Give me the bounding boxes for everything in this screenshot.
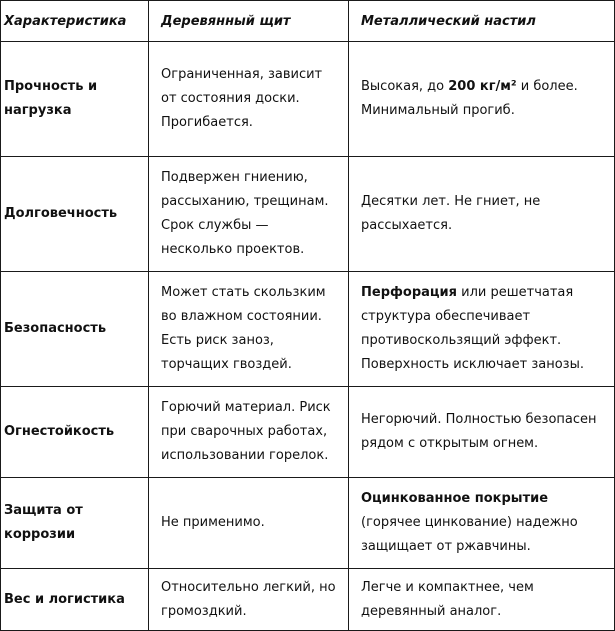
metal-cell xyxy=(349,387,615,478)
metal-cell xyxy=(349,157,615,272)
header-wooden-board: Деревянный щит xyxy=(149,1,349,42)
row-label: Огнестойкость xyxy=(1,387,149,478)
metal-text-bold: 200 кг/м² xyxy=(448,79,517,94)
wood-cell: Горючий материал. Риск при сварочных работах, использовании горелок. xyxy=(149,387,349,478)
header-characteristic: Характеристика xyxy=(1,1,149,42)
table-row xyxy=(1,387,615,478)
table-row xyxy=(1,157,615,272)
row-label: Вес и логистика xyxy=(1,569,149,631)
metal-text-bold: Перфорация xyxy=(361,285,458,300)
row-label: Безопасность xyxy=(1,272,149,387)
row-label: Защита от коррозии xyxy=(1,478,149,569)
header-metal-deck: Металлический настил xyxy=(349,1,615,42)
table-row xyxy=(1,569,615,631)
metal-text-post: Легче и компактнее, чем деревянный аналог. xyxy=(361,579,534,619)
metal-text-post: Негорючий. Полностью безопасен рядом с открытым огнем. xyxy=(361,412,597,451)
wood-cell: Ограниченная, зависит от состояния доски. Прогибается. xyxy=(149,42,349,157)
metal-text-post: Десятки лет. Не гниет, не рассыхается. xyxy=(361,194,541,233)
metal-cell xyxy=(349,478,615,569)
wood-cell: Не применимо. xyxy=(149,478,349,569)
wood-cell: Относительно легкий, но громоздкий. xyxy=(149,569,349,631)
row-label: Прочность и нагрузка xyxy=(1,42,149,157)
metal-cell xyxy=(349,569,615,631)
metal-text-post: или решетчатая структура обеспечивает противоскользящий эффект. Поверхность исключает занозы. xyxy=(361,285,584,372)
row-label: Долговечность xyxy=(1,157,149,272)
wood-cell: Подвержен гниению, рассыханию, трещинам. Срок службы — несколько проектов. xyxy=(149,157,349,272)
metal-cell xyxy=(349,272,615,387)
metal-text-post: и более. Минимальный прогиб. xyxy=(361,79,578,118)
header-row xyxy=(1,1,615,42)
table-row xyxy=(1,272,615,387)
metal-text-post: (горячее цинкование) надежно защищает от ржавчины. xyxy=(361,515,578,554)
metal-cell xyxy=(349,42,615,157)
wood-cell: Может стать скользким во влажном состоянии. Есть риск заноз, торчащих гвоздей. xyxy=(149,272,349,387)
metal-text-bold: Оцинкованное покрытие xyxy=(361,491,549,506)
table-row xyxy=(1,42,615,157)
metal-text-pre: Высокая, до xyxy=(361,79,449,94)
table-row xyxy=(1,478,615,569)
